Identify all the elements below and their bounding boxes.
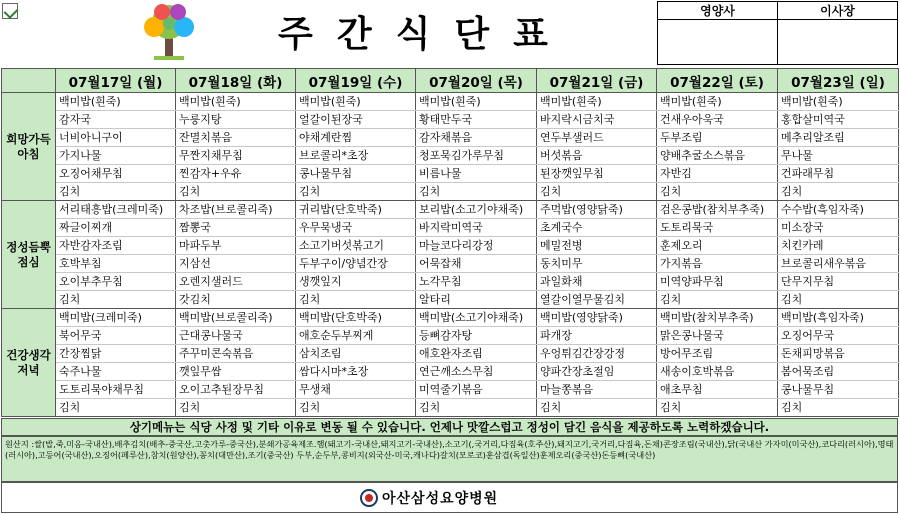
day-header-row <box>2 69 899 93</box>
menu-item: 훈제오리 <box>657 237 778 255</box>
header <box>0 0 900 68</box>
tree-logo-icon <box>132 2 206 62</box>
menu-item: 김치 <box>416 183 537 201</box>
approval-sign-director <box>778 20 898 65</box>
menu-item: 삼치조림 <box>296 345 416 363</box>
menu-item: 백미밥(소고기야채죽) <box>416 309 537 327</box>
menu-row-breakfast <box>2 183 899 201</box>
menu-row-breakfast <box>2 111 899 129</box>
menu-item: 오이고추된장무침 <box>176 381 296 399</box>
menu-item: 도토리묵국 <box>657 219 778 237</box>
menu-item: 북어무국 <box>56 327 176 345</box>
menu-item: 무짠지채무침 <box>176 147 296 165</box>
menu-item: 과일화채 <box>537 273 657 291</box>
meal-theme: 희망가득 <box>6 131 51 146</box>
menu-item: 백미밥(단호박죽) <box>296 309 416 327</box>
meal-label-dinner <box>2 309 56 417</box>
menu-item: 마늘쫑볶음 <box>537 381 657 399</box>
menu-item: 바지락미역국 <box>416 219 537 237</box>
menu-item: 야채계란찜 <box>296 129 416 147</box>
menu-item: 무생채 <box>296 381 416 399</box>
menu-item: 수수밥(흑임자죽) <box>778 201 899 219</box>
menu-item: 잔멸치볶음 <box>176 129 296 147</box>
approval-box <box>657 1 898 65</box>
meal-time: 아침 <box>17 146 40 161</box>
menu-item: 쌈다시마*초장 <box>296 363 416 381</box>
day-header: 07월23일 (일) <box>778 69 899 93</box>
menu-item: 연근깨소스무침 <box>416 363 537 381</box>
menu-item: 초계국수 <box>537 219 657 237</box>
menu-item: 버섯볶음 <box>537 147 657 165</box>
menu-item: 오징어무국 <box>778 327 899 345</box>
menu-item: 애초무침 <box>657 381 778 399</box>
menu-item: 김치 <box>296 183 416 201</box>
meal-label-breakfast <box>2 93 56 201</box>
menu-item: 마파두부 <box>176 237 296 255</box>
menu-item: 미역줄기볶음 <box>416 381 537 399</box>
menu-item: 백미밥(흰죽) <box>657 93 778 111</box>
menu-item: 자반김 <box>657 165 778 183</box>
menu-row-breakfast <box>2 129 899 147</box>
menu-item: 지삼선 <box>176 255 296 273</box>
menu-item: 백미밥(흰죽) <box>56 93 176 111</box>
approval-label-director: 이사장 <box>778 2 898 20</box>
meal-label-lunch <box>2 201 56 309</box>
menu-item: 오렌지샐러드 <box>176 273 296 291</box>
menu-item: 백미밥(흑임자죽) <box>778 309 899 327</box>
menu-item: 차조밥(브로콜리죽) <box>176 201 296 219</box>
menu-row-breakfast <box>2 147 899 165</box>
menu-item: 김치 <box>537 399 657 417</box>
menu-item: 건새우아욱국 <box>657 111 778 129</box>
menu-item: 가지볶음 <box>657 255 778 273</box>
menu-item: 김치 <box>778 291 899 309</box>
menu-item: 바지락시금치국 <box>537 111 657 129</box>
day-header: 07월19일 (수) <box>296 69 416 93</box>
menu-item: 김치 <box>176 183 296 201</box>
menu-item: 단무지무침 <box>778 273 899 291</box>
menu-item: 메추리알조림 <box>778 129 899 147</box>
menu-item: 얼갈이된장국 <box>296 111 416 129</box>
menu-item: 서리태흥밥(크레미죽) <box>56 201 176 219</box>
menu-item: 보리밥(소고기야채죽) <box>416 201 537 219</box>
menu-item: 황태만두국 <box>416 111 537 129</box>
menu-item: 동치미무 <box>537 255 657 273</box>
menu-item: 메밀전병 <box>537 237 657 255</box>
menu-item: 백미밥(크레미죽) <box>56 309 176 327</box>
menu-item: 김치 <box>56 183 176 201</box>
menu-row-lunch <box>2 219 899 237</box>
menu-item: 갓김치 <box>176 291 296 309</box>
approval-label-nutritionist: 영양사 <box>658 2 778 20</box>
footer <box>1 482 898 513</box>
menu-item: 파개장 <box>537 327 657 345</box>
checkbox-icon <box>2 3 18 19</box>
menu-item: 짜글이찌개 <box>56 219 176 237</box>
menu-item: 백미밥(흰죽) <box>537 93 657 111</box>
menu-item: 우엉튀김간장강정 <box>537 345 657 363</box>
menu-item: 너비아니구이 <box>56 129 176 147</box>
menu-item: 소고기버섯볶고기 <box>296 237 416 255</box>
menu-body <box>2 93 899 417</box>
day-header: 07월18일 (화) <box>176 69 296 93</box>
menu-item: 김치 <box>416 399 537 417</box>
menu-item: 근대콩나물국 <box>176 327 296 345</box>
menu-item: 백미밥(흰죽) <box>176 93 296 111</box>
hospital-name: 아산삼성요양병원 <box>382 491 499 507</box>
menu-item: 알타리 <box>416 291 537 309</box>
menu-item: 노각무침 <box>416 273 537 291</box>
menu-item: 돈채피망볶음 <box>778 345 899 363</box>
menu-item: 청포묵김가루무침 <box>416 147 537 165</box>
menu-item: 감자채볶음 <box>416 129 537 147</box>
menu-item: 무나물 <box>778 147 899 165</box>
menu-row-lunch <box>2 291 899 309</box>
menu-item: 감자국 <box>56 111 176 129</box>
menu-item: 김치 <box>778 183 899 201</box>
menu-item: 맑은콩나물국 <box>657 327 778 345</box>
day-header: 07월21일 (금) <box>537 69 657 93</box>
menu-item: 미역양파무침 <box>657 273 778 291</box>
menu-item: 김치 <box>657 399 778 417</box>
menu-item: 브로콜리*초장 <box>296 147 416 165</box>
menu-item: 숙주나물 <box>56 363 176 381</box>
menu-item: 귀리밥(단호박죽) <box>296 201 416 219</box>
menu-item: 양파간장초절임 <box>537 363 657 381</box>
menu-item: 비름나물 <box>416 165 537 183</box>
menu-item: 검은콩밥(참치부추죽) <box>657 201 778 219</box>
notice-text: 상기메뉴는 식당 사정 및 기타 이유로 변동 될 수 있습니다. 언제나 맛깔스럽고 정성이 담긴 음식을 제공하도록 노력하겠습니다. <box>1 418 898 436</box>
menu-item: 봄어묵조림 <box>778 363 899 381</box>
meal-theme: 정성듬뿍 <box>6 239 51 254</box>
menu-item: 브로콜리새우볶음 <box>778 255 899 273</box>
menu-item: 백미밥(참치부추죽) <box>657 309 778 327</box>
menu-item: 김치 <box>657 291 778 309</box>
menu-item: 김치 <box>778 399 899 417</box>
menu-item: 치킨카레 <box>778 237 899 255</box>
menu-table <box>1 68 899 417</box>
menu-row-dinner <box>2 399 899 417</box>
menu-item: 열갈이열무물김치 <box>537 291 657 309</box>
menu-item: 미소장국 <box>778 219 899 237</box>
menu-item: 홍합살미역국 <box>778 111 899 129</box>
menu-row-breakfast <box>2 165 899 183</box>
menu-item: 백미밥(브로콜리죽) <box>176 309 296 327</box>
menu-item: 어묵잡채 <box>416 255 537 273</box>
menu-item: 양배추굴소스볶음 <box>657 147 778 165</box>
menu-item: 김치 <box>176 399 296 417</box>
menu-item: 자반감자조림 <box>56 237 176 255</box>
menu-item: 생깻잎지 <box>296 273 416 291</box>
menu-item: 콩나물무침 <box>778 381 899 399</box>
menu-item: 깻잎무쌈 <box>176 363 296 381</box>
menu-item: 김치 <box>296 291 416 309</box>
menu-item: 김치 <box>296 399 416 417</box>
menu-row-lunch <box>2 237 899 255</box>
menu-item: 연두부샐러드 <box>537 129 657 147</box>
menu-item: 김치 <box>537 183 657 201</box>
menu-item: 백미밥(흰죽) <box>778 93 899 111</box>
menu-item: 백미밥(영양닭죽) <box>537 309 657 327</box>
day-header: 07월20일 (목) <box>416 69 537 93</box>
menu-item: 간장찜닭 <box>56 345 176 363</box>
menu-item: 오징어채무침 <box>56 165 176 183</box>
menu-item: 김치 <box>657 183 778 201</box>
menu-row-dinner <box>2 345 899 363</box>
menu-item: 콩나물무침 <box>296 165 416 183</box>
menu-item: 주꾸미콘숙볶음 <box>176 345 296 363</box>
menu-item: 새송이호박볶음 <box>657 363 778 381</box>
menu-item: 주먹밥(영양닭죽) <box>537 201 657 219</box>
menu-item: 된장깻잎무침 <box>537 165 657 183</box>
page-title: 주간식단표 <box>278 14 572 55</box>
menu-item: 도토리묵야채무침 <box>56 381 176 399</box>
corner-cell <box>2 69 56 93</box>
meal-theme: 건강생각 <box>6 347 51 362</box>
hospital-brand <box>360 487 498 509</box>
menu-item: 백미밥(흰죽) <box>416 93 537 111</box>
menu-item: 두부구이/양념간장 <box>296 255 416 273</box>
menu-item: 방어무조림 <box>657 345 778 363</box>
menu-row-dinner <box>2 363 899 381</box>
menu-item: 짬뽕국 <box>176 219 296 237</box>
menu-item: 김치 <box>56 399 176 417</box>
menu-item: 두부조림 <box>657 129 778 147</box>
menu-item: 백미밥(흰죽) <box>296 93 416 111</box>
menu-row-dinner <box>2 309 899 327</box>
menu-item: 마늘코다리강정 <box>416 237 537 255</box>
approval-sign-nutritionist <box>658 20 778 65</box>
menu-item: 애호완자조림 <box>416 345 537 363</box>
hospital-emblem-icon <box>360 489 378 507</box>
menu-row-lunch <box>2 255 899 273</box>
menu-row-dinner <box>2 327 899 345</box>
menu-item: 우무묵냉국 <box>296 219 416 237</box>
menu-item: 오이부추무침 <box>56 273 176 291</box>
menu-item: 누룽지탕 <box>176 111 296 129</box>
origin-info: 원산지 :쌀(밥,죽,미음-국내산),배추김치(배추-중국산,고춧가루-중국산),분쇄가공육제조.햄(돼고기-국내산,돼지고기-국내산),소고기(,국거리,다짐육(호주산),돼지고기,국거리,다짐육,돈채)콘장조림(국내산),닭(국내산 가자미(미국산),코다리(러시아),명태(러시아),고등어(국내산),오징어(페루산),참치(원양산),꽁치(대만산),조기(중국산) 두부,순두부,콩비지(외국산-미국,캐나다)갈치(모로코)훈삼겹(독일산)훈제오리(중국산)돈등뼈(국내산) <box>1 436 898 482</box>
menu-item: 애호순두부찌게 <box>296 327 416 345</box>
menu-row-dinner <box>2 381 899 399</box>
day-header: 07월22일 (토) <box>657 69 778 93</box>
menu-row-lunch <box>2 273 899 291</box>
menu-item: 가지나물 <box>56 147 176 165</box>
day-header: 07월17일 (월) <box>56 69 176 93</box>
menu-item: 김치 <box>56 291 176 309</box>
menu-row-lunch <box>2 201 899 219</box>
menu-item: 등뼈감자탕 <box>416 327 537 345</box>
menu-row-breakfast <box>2 93 899 111</box>
meal-time: 저녁 <box>17 362 40 377</box>
menu-item: 찐감자+우유 <box>176 165 296 183</box>
menu-item: 호박부침 <box>56 255 176 273</box>
menu-item: 건파래무침 <box>778 165 899 183</box>
meal-time: 점심 <box>17 254 40 269</box>
